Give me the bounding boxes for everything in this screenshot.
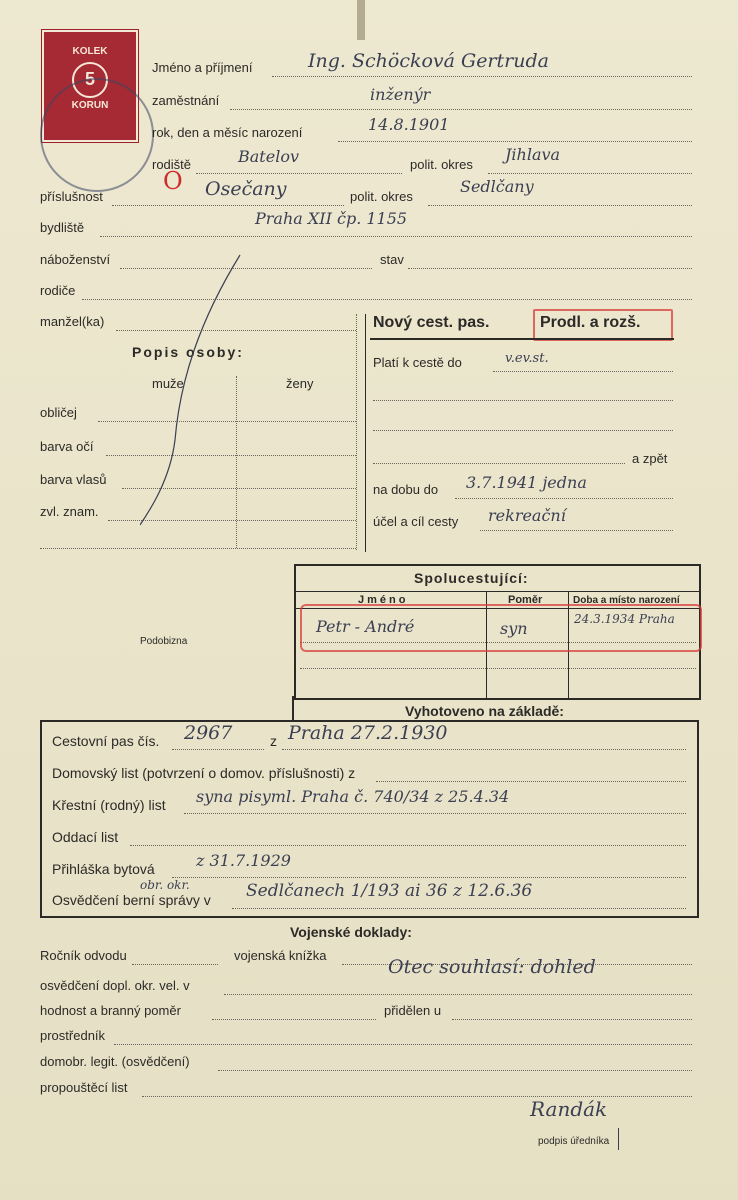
mil-assigned-label: přidělen u — [384, 1003, 442, 1018]
parents-label: rodiče — [40, 283, 76, 298]
cit-district-value: Sedlčany — [460, 177, 534, 196]
desc-marks-label: zvl. znam. — [40, 504, 99, 519]
description-title: Popis osoby: — [132, 344, 244, 360]
citizenship-label: příslušnost — [40, 189, 103, 204]
basis-marriage-label: Oddací list — [52, 829, 119, 845]
occupation-label: zaměstnání — [152, 93, 220, 108]
spouse-label: manžel(ka) — [40, 314, 105, 329]
occupation-value: inženýr — [370, 85, 431, 104]
basis-registration-label: Přihláška bytová — [52, 861, 155, 877]
page-fold — [357, 0, 365, 40]
cit-district-line — [428, 205, 692, 206]
basis-passport-number: 2967 — [184, 722, 233, 744]
companion-birth: 24.3.1934 Praha — [574, 612, 675, 626]
signature-label: podpis úředníka — [538, 1136, 610, 1147]
valid-value: v.ev.st. — [505, 351, 549, 366]
mil-middle-label: prostředník — [40, 1028, 106, 1043]
stamp-bottom-text: KORUN — [71, 100, 109, 111]
basis-domicile-line — [376, 781, 686, 782]
basis-baptism-label: Křestní (rodný) list — [52, 797, 166, 813]
birth-label: rok, den a měsíc narození — [152, 125, 303, 140]
col-female: ženy — [286, 376, 314, 391]
mil-cert-label: osvědčení dopl. okr. vel. v — [40, 978, 190, 993]
residence-line — [100, 236, 692, 237]
birth-line — [338, 141, 692, 142]
companions-title: Spolucestující: — [414, 570, 529, 586]
basis-tax-value: Sedlčanech 1/193 ai 36 z 12.6.36 — [246, 881, 533, 901]
period-line — [455, 498, 673, 499]
religion-label: náboženství — [40, 252, 111, 267]
desc-hair-label: barva vlasů — [40, 472, 107, 487]
return-label: a zpět — [632, 451, 668, 466]
desc-eyes-label: barva očí — [40, 439, 94, 454]
name-line — [272, 76, 692, 77]
return-line — [373, 463, 625, 464]
passport-underline — [370, 338, 674, 340]
basis-registration-value: z 31.7.1929 — [196, 851, 291, 870]
status-line — [408, 268, 692, 269]
basis-passport-line — [282, 749, 686, 750]
basis-connector — [292, 696, 294, 720]
residence-value: Praha XII čp. 1155 — [255, 209, 408, 228]
basis-top-left — [40, 720, 294, 722]
basis-passport-value: Praha 27.2.1930 — [288, 722, 448, 744]
mil-note-value: Otec souhlasí: dohled — [388, 956, 596, 978]
period-value: 3.7.1941 jedna — [466, 473, 587, 492]
basis-baptism-line — [184, 813, 686, 814]
companions-col-relation: Poměr — [508, 594, 543, 606]
passport-title-extend: Prodl. a rozš. — [540, 314, 641, 331]
basis-passport-number-line — [172, 749, 264, 750]
stamp-value: 5 — [72, 62, 108, 98]
desc-bottom-line — [40, 548, 356, 549]
companion-name: Petr - André — [316, 617, 415, 636]
basis-tax-label: Osvědčení berní správy v — [52, 892, 211, 908]
valid-line-2 — [373, 400, 673, 401]
companions-title-rule — [296, 591, 699, 592]
mil-discharge-label: propouštěcí list — [40, 1080, 128, 1095]
residence-label: bydliště — [40, 220, 85, 235]
companions-row-2-line — [300, 668, 696, 669]
purpose-label: účel a cíl cesty — [373, 514, 459, 529]
mil-book-label: vojenská knížka — [234, 948, 327, 963]
birth-district-label: polit. okres — [410, 157, 473, 172]
cancel-stroke — [140, 250, 250, 530]
official-signature: Randák — [530, 1097, 608, 1121]
purpose-line — [480, 530, 673, 531]
official-seal — [40, 78, 154, 192]
birthplace-value: Batelov — [238, 147, 299, 166]
cit-district-label: polit. okres — [350, 189, 413, 204]
mil-assigned-line — [452, 1019, 692, 1020]
status-label: stav — [380, 252, 404, 267]
valid-line — [493, 371, 673, 372]
mil-year-label: Ročník odvodu — [40, 948, 127, 963]
name-label: Jméno a příjmení — [152, 60, 253, 75]
stamp-top-text: KOLEK — [72, 46, 108, 57]
mil-discharge-line — [142, 1096, 692, 1097]
companion-relation: syn — [500, 619, 528, 638]
birthplace-label: rodiště — [152, 157, 192, 172]
photo-label: Podobizna — [140, 636, 188, 647]
birthplace-line — [196, 173, 402, 174]
military-title: Vojenské doklady: — [290, 924, 412, 940]
signature-tick — [618, 1128, 619, 1150]
purpose-value: rekreační — [488, 506, 566, 525]
period-label: na dobu do — [373, 482, 439, 497]
name-value: Ing. Schöcková Gertruda — [308, 50, 549, 72]
companions-col-birth: Doba a místo narození — [573, 595, 680, 606]
basis-registration-line — [172, 877, 686, 878]
basis-tax-over: obr. okr. — [140, 878, 190, 892]
basis-tax-line — [232, 908, 686, 909]
mil-year-line — [132, 964, 218, 965]
basis-title: Vyhotoveno na základě: — [405, 703, 564, 719]
mil-legit-line — [218, 1070, 692, 1071]
description-right-edge — [356, 314, 357, 550]
basis-baptism-value: syna pisyml. Praha č. 740/34 z 25.4.34 — [196, 787, 510, 806]
mil-rank-label: hodnost a branný poměr — [40, 1003, 181, 1018]
passport-title: Nový cest. pas. — [373, 314, 490, 331]
citizenship-line — [112, 205, 344, 206]
basis-domicile-label: Domovský list (potvrzení o domov. příslušnosti) z — [52, 765, 356, 781]
companion-red-mark — [300, 604, 702, 652]
valid-label: Platí k cestě do — [373, 355, 462, 370]
citizenship-value: Osečany — [205, 178, 287, 200]
basis-passport-label: Cestovní pas čís. — [52, 733, 160, 749]
passport-left-border — [365, 314, 366, 552]
mil-legit-label: domobr. legit. (osvědčení) — [40, 1054, 190, 1069]
basis-passport-z: z — [270, 733, 277, 749]
mil-rank-line — [212, 1019, 376, 1020]
birth-value: 14.8.1901 — [368, 115, 450, 134]
companions-col-name: Jméno — [358, 594, 409, 606]
birth-district-line — [488, 173, 692, 174]
citizenship-mark: O — [163, 167, 183, 195]
basis-marriage-line — [130, 845, 686, 846]
mil-middle-line — [114, 1044, 692, 1045]
mil-cert-line — [224, 994, 692, 995]
occupation-line — [230, 109, 692, 110]
birth-district-value: Jihlava — [505, 145, 561, 164]
valid-line-3 — [373, 430, 673, 431]
desc-face-label: obličej — [40, 405, 77, 420]
extension-red-mark — [533, 309, 673, 341]
col-male: muže — [152, 376, 184, 391]
